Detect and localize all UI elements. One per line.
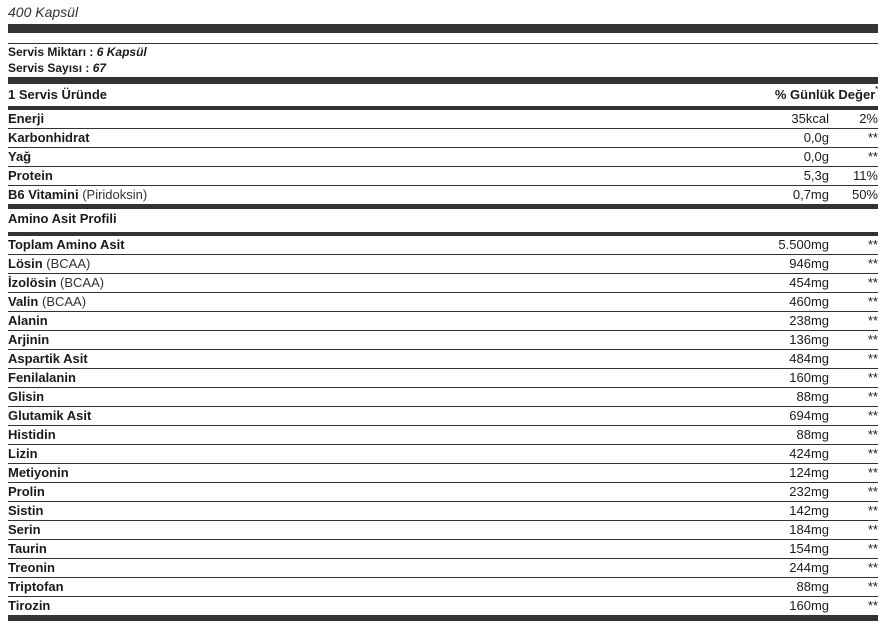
bottom-divider (8, 615, 878, 621)
nutrient-amount: 88mg (796, 389, 829, 404)
table-row (8, 483, 878, 502)
per-serving-header: 1 Servis Üründe (8, 87, 107, 102)
nutrient-amount: 694mg (789, 408, 829, 423)
nutrient-amount: 0,0g (803, 130, 829, 145)
nutrient-name: Protein (8, 168, 53, 183)
nutrient-name: Aspartik Asit (8, 351, 88, 366)
daily-value: ** (867, 522, 878, 537)
daily-value: ** (867, 332, 878, 347)
amino-list (8, 236, 878, 615)
daily-value: ** (867, 237, 878, 252)
nutrient-name: B6 Vitamini (Piridoksin) (8, 187, 148, 202)
table-row (8, 559, 878, 578)
table-row (8, 407, 878, 426)
table-row (8, 445, 878, 464)
table-row (8, 293, 878, 312)
nutrient-name: Histidin (8, 427, 56, 442)
nutrient-name: Glutamik Asit (8, 408, 92, 423)
nutrient-name: Treonin (8, 560, 55, 575)
nutrient-name: Lizin (8, 446, 38, 461)
table-row (8, 255, 878, 274)
nutrient-amount: 88mg (796, 579, 829, 594)
table-row (8, 331, 878, 350)
nutrient-name: Metiyonin (8, 465, 69, 480)
nutrient-name: Arjinin (8, 332, 50, 347)
daily-value: 11% (852, 168, 878, 183)
nutrient-name: Fenilalanin (8, 370, 76, 385)
table-row (8, 110, 878, 129)
table-row (8, 350, 878, 369)
nutrient-amount: 124mg (789, 465, 829, 480)
daily-value: ** (867, 313, 878, 328)
nutrient-name: Triptofan (8, 579, 64, 594)
nutrient-name: Yağ (8, 149, 32, 164)
table-row (8, 167, 878, 186)
table-row (8, 597, 878, 615)
nutrient-note: (BCAA) (46, 256, 91, 271)
table-row (8, 521, 878, 540)
nutrient-name: Alanin (8, 313, 48, 328)
daily-value: ** (867, 465, 878, 480)
table-row (8, 186, 878, 204)
table-row (8, 369, 878, 388)
nutrient-name: Karbonhidrat (8, 130, 90, 145)
nutrient-name: Serin (8, 522, 41, 537)
table-row (8, 464, 878, 483)
nutrient-amount: 460mg (789, 294, 829, 309)
nutrient-name: Tirozin (8, 598, 51, 613)
daily-value: ** (867, 130, 878, 145)
table-row (8, 236, 878, 255)
nutrient-amount: 154mg (789, 541, 829, 556)
nutrient-amount: 160mg (789, 370, 829, 385)
nutrient-amount: 946mg (789, 256, 829, 271)
serving-count-value: 67 (92, 61, 107, 75)
nutrient-name: Lösin (BCAA) (8, 256, 91, 271)
nutrient-amount: 424mg (789, 446, 829, 461)
daily-value: ** (867, 256, 878, 271)
nutrient-amount: 5,3g (803, 168, 829, 183)
nutrient-name: Prolin (8, 484, 45, 499)
daily-value: ** (867, 351, 878, 366)
nutrient-amount: 88mg (796, 427, 829, 442)
nutrient-amount: 0,7mg (792, 187, 829, 202)
column-header (8, 84, 878, 106)
nutrient-name: Sistin (8, 503, 44, 518)
nutrient-amount: 244mg (789, 560, 829, 575)
daily-value: ** (867, 560, 878, 575)
table-row (8, 129, 878, 148)
nutrient-amount: 238mg (789, 313, 829, 328)
nutrient-note: (Piridoksin) (82, 187, 148, 202)
daily-value-header: % Günlük Değer* (774, 86, 878, 102)
daily-value: ** (867, 389, 878, 404)
daily-value: 50% (851, 187, 878, 202)
serving-size-label: Servis Miktarı : (8, 45, 97, 59)
nutrient-amount: 484mg (789, 351, 829, 366)
nutrient-name: Toplam Amino Asit (8, 237, 125, 252)
nutrient-note: (BCAA) (41, 294, 87, 309)
nutrient-amount: 142mg (789, 503, 829, 518)
nutrient-amount: 184mg (789, 522, 829, 537)
daily-value: 2% (859, 111, 878, 126)
table-row (8, 426, 878, 445)
table-row (8, 148, 878, 167)
table-row (8, 388, 878, 407)
amino-section-title: Amino Asit Profili (8, 211, 117, 226)
table-row (8, 540, 878, 559)
nutrient-amount: 0,0g (803, 149, 829, 164)
nutrient-amount: 5.500mg (778, 237, 829, 252)
top-thick-divider (8, 24, 878, 33)
daily-value: ** (867, 446, 878, 461)
nutrient-amount: 232mg (789, 484, 829, 499)
nutrient-amount: 160mg (789, 598, 829, 613)
daily-value: ** (867, 503, 878, 518)
daily-value: ** (867, 149, 878, 164)
nutrient-amount: 35kcal (791, 111, 829, 126)
nutrient-amount: 136mg (789, 332, 829, 347)
nutrient-name: Taurin (8, 541, 47, 556)
nutrient-name: Glisin (8, 389, 45, 404)
table-row (8, 578, 878, 597)
daily-value: ** (867, 370, 878, 385)
daily-value: ** (867, 275, 878, 290)
product-size-title: 400 Kapsül (8, 4, 79, 20)
daily-value: ** (867, 541, 878, 556)
daily-value: ** (867, 484, 878, 499)
table-row (8, 274, 878, 293)
nutrient-note: (BCAA) (60, 275, 105, 290)
nutrient-name: Valin (BCAA) (8, 294, 87, 309)
daily-value: ** (867, 598, 878, 613)
daily-value: ** (867, 294, 878, 309)
nutrient-name: Enerji (8, 111, 45, 126)
supplement-facts-panel (8, 0, 878, 621)
serving-size-value: 6 Kapsül (96, 45, 147, 59)
serving-count-label: Servis Sayısı : (8, 61, 93, 75)
nutrient-name: İzolösin (BCAA) (8, 275, 105, 290)
daily-value: ** (867, 408, 878, 423)
serving-count (8, 60, 878, 76)
serving-thick-divider (8, 77, 878, 84)
daily-value: ** (867, 427, 878, 442)
nutrient-amount: 454mg (789, 275, 829, 290)
table-row (8, 312, 878, 331)
serving-size (8, 44, 878, 60)
table-row (8, 502, 878, 521)
nutrient-list (8, 110, 878, 204)
daily-value: ** (867, 579, 878, 594)
